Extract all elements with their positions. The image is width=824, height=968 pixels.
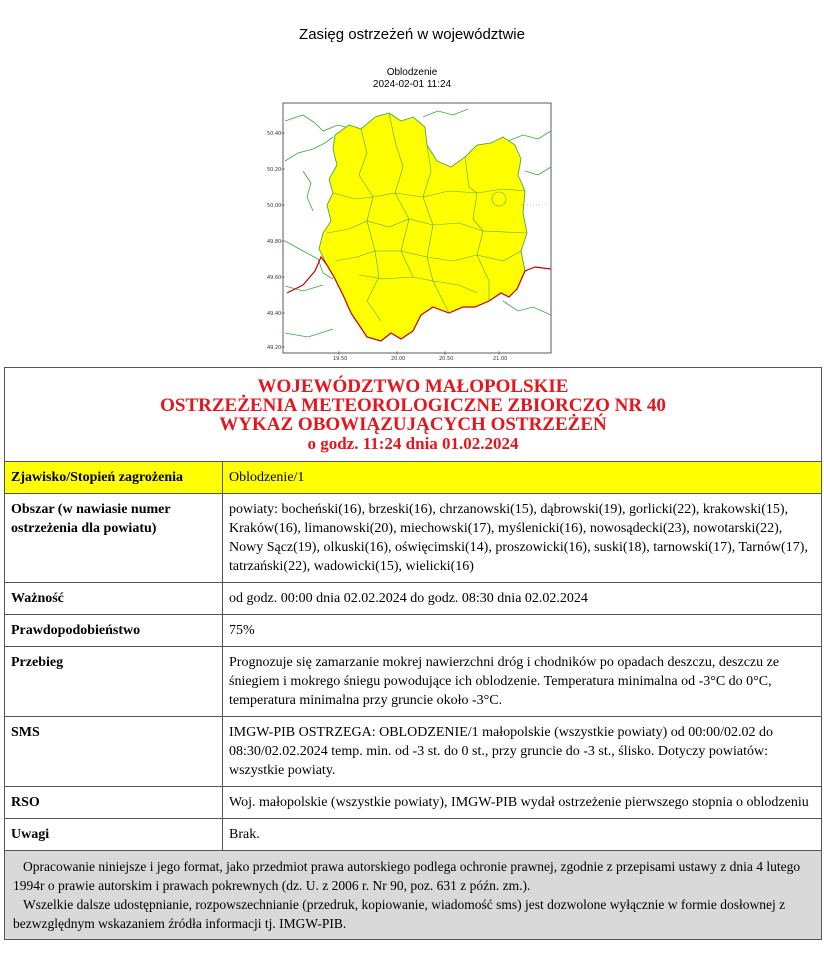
distribution-paragraph: Wszelkie dalsze udostępnianie, rozpowszechnianie (przedruk, kopiowanie, wiadomość sms) jest dozwolone wyłącznie w formie dosłownej z bezwzględnym wskazaniem źródła informacji tj. IMGW-PIB. xyxy=(13,897,786,931)
map-caption xyxy=(0,67,824,91)
header-list: WYKAZ OBOWIĄZUJĄCYCH OSTRZEŻEŃ xyxy=(219,414,607,435)
row-value: Woj. małopolskie (wszystkie powiaty), IMGW-PIB wydał ostrzeżenie pierwszego stopnia o oblodzeniu xyxy=(223,787,822,819)
lat-label: 49.60 xyxy=(267,275,282,281)
lon-labels xyxy=(333,356,507,362)
row-label: SMS xyxy=(5,717,223,787)
lat-labels xyxy=(267,131,281,351)
lat-label: 50.20 xyxy=(267,167,282,173)
row-value: powiaty: bocheński(16), brzeski(16), chrzanowski(15), dąbrowski(19), gorlicki(22), krakowski(15), Kraków(16), limanowski(20), miechowski(17), myślenicki(16), nowosądecki(23), nowotarski(22), Nowy Sącz(19), olkuski(16), oświęcimski(14), proszowicki(16), suski(18), tarnowski(17), Tarnów(17), tatrzański(22), wadowicki(15), wielicki(16) xyxy=(223,494,822,583)
map-timestamp: 2024-02-01 11:24 xyxy=(372,79,452,90)
row-label: Obszar (w nawiasie numer ostrzeżenia dla powiatu) xyxy=(5,494,223,583)
table-row xyxy=(5,615,822,647)
table-row xyxy=(5,583,822,615)
row-label: Ważność xyxy=(5,583,223,615)
row-value: IMGW-PIB OSTRZEGA: OBLODZENIE/1 małopolskie (wszystkie powiaty) od 00:00/02.02 do 08:30/02.02.2024 temp. min. od -3 st. do 0 st., przy gruncie do -3 st., ślisko. Dotyczy powiatów: wszystkie powiaty. xyxy=(223,717,822,787)
page-title: Zasięg ostrzeżeń w województwie xyxy=(299,26,525,43)
header-voivodeship: WOJEWÓDZTWO MAŁOPOLSKIE xyxy=(257,376,569,397)
footer-row xyxy=(5,851,822,940)
table-row xyxy=(5,647,822,717)
table-row xyxy=(5,717,822,787)
row-value: 75% xyxy=(223,615,822,647)
header-cell xyxy=(5,368,822,462)
lat-label: 49.20 xyxy=(267,345,282,351)
lon-label: 20.50 xyxy=(439,356,454,362)
lon-label: 20.00 xyxy=(391,356,406,362)
header-date: o godz. 11:24 dnia 01.02.2024 xyxy=(307,434,519,453)
map-phenomenon: Oblodzenie xyxy=(386,67,438,78)
row-value: od godz. 00:00 dnia 02.02.2024 do godz. 08:30 dnia 02.02.2024 xyxy=(223,583,822,615)
header-bulletin: OSTRZEŻENIA METEOROLOGICZNE ZBIORCZO NR 40 xyxy=(160,395,666,416)
row-value: Prognozuje się zamarzanie mokrej nawierzchni dróg i chodników po opadach deszczu, deszczu ze śniegiem i mokrego śniegu powodujące ich oblodzenie. Temperatura minimalna od -3°C do 0°C, temperatura minimalna przy gruncie około -3°C. xyxy=(223,647,822,717)
table-row xyxy=(5,787,822,819)
lat-label: 50.00 xyxy=(267,203,282,209)
table-row xyxy=(5,462,822,494)
table-row xyxy=(5,494,822,583)
copyright-paragraph: Opracowanie niniejsze i jego format, jako przedmiot prawa autorskiego podlega ochronie prawnej, zgodnie z przepisami ustawy z dnia 4 lutego 1994r o prawie autorskim i prawach pokrewnych (dz. U. z 2006 r. Nr 90, poz. 631 z późn. zm.). xyxy=(13,859,801,893)
lat-label: 50.40 xyxy=(267,131,282,137)
row-label: Przebieg xyxy=(5,647,223,717)
lon-label: 19.50 xyxy=(333,356,348,362)
row-value: Oblodzenie/1 xyxy=(223,462,822,494)
row-label: RSO xyxy=(5,787,223,819)
warning-map xyxy=(263,101,553,363)
row-label: Zjawisko/Stopień zagrożenia xyxy=(5,462,223,494)
lat-label: 49.40 xyxy=(267,311,282,317)
lon-label: 21.00 xyxy=(493,356,508,362)
row-label: Uwagi xyxy=(5,819,223,851)
lat-label: 49.80 xyxy=(267,239,282,245)
warning-table xyxy=(4,367,822,940)
table-row xyxy=(5,819,822,851)
row-label: Prawdopodobieństwo xyxy=(5,615,223,647)
row-value: Brak. xyxy=(223,819,822,851)
copyright-notice xyxy=(5,851,822,940)
header-row xyxy=(5,368,822,462)
